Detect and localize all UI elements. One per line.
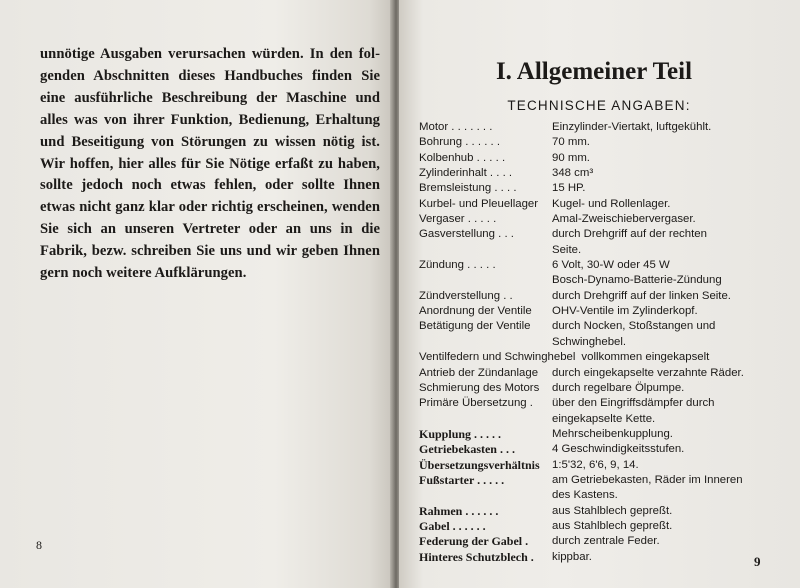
text-line: alles was von ihrer Funktion, Bedienung, Erhaltung [40, 111, 380, 128]
spec-row [419, 258, 799, 289]
spec-value: 1:5'32, 6'6, 9, 14. [552, 458, 639, 471]
spec-value: eingekapselte Kette. [552, 412, 656, 425]
spec-row [419, 442, 799, 457]
spec-label: Schmierung des Motors [419, 381, 540, 394]
section-title: I. Allgemeiner Teil [495, 58, 693, 85]
spec-row [419, 227, 799, 258]
spec-value: 4 Geschwindigkeitsstufen. [552, 443, 685, 456]
spec-row [419, 289, 799, 304]
spec-row [419, 381, 799, 396]
spec-label: Kurbel- und Pleuellager [419, 197, 539, 210]
right-page [399, 0, 800, 588]
spec-values [552, 289, 799, 304]
text-line: sollte jedoch noch etwas fehlen, oder sollte Ihnen [40, 177, 380, 194]
spec-value: Einzylinder-Viertakt, luftgekühlt. [552, 121, 712, 133]
spec-label: Anordnung der Ventile [419, 305, 532, 318]
spec-values [552, 550, 799, 565]
spec-row [419, 366, 799, 381]
spec-row [419, 534, 799, 549]
spec-values [552, 197, 799, 212]
spec-row [419, 181, 799, 196]
spec-row [419, 458, 799, 473]
spec-row [419, 519, 799, 534]
spec-row [419, 151, 799, 166]
spec-label: Federung der Gabel . [419, 534, 529, 549]
spec-label: Primäre Übersetzung . [419, 397, 533, 410]
spec-values [552, 258, 799, 289]
right-page-number: 9 [754, 554, 761, 569]
section-subtitle: TECHNISCHE ANGABEN: [507, 98, 691, 113]
spec-values [552, 519, 799, 534]
left-page [0, 0, 393, 588]
spec-value: vollkommen eingekapselt [581, 351, 710, 364]
left-body-text [40, 44, 380, 285]
spec-value: 15 HP. [552, 182, 586, 195]
spec-values [552, 181, 799, 196]
spec-values [552, 427, 799, 442]
spec-row [419, 396, 799, 427]
spec-label: Übersetzungsverhältnis [419, 457, 540, 472]
spec-values [552, 151, 799, 166]
spec-row [419, 166, 799, 181]
text-line: genden Abschnitten dieses Handbuches finden Sie [40, 67, 380, 84]
spec-row [419, 550, 799, 565]
spec-label: Hinteres Schutzblech . [419, 549, 534, 564]
spec-values [552, 381, 799, 396]
spec-value: 90 mm. [552, 151, 590, 164]
text-line: unnötige Ausgaben verursachen würden. In den fol- [40, 46, 380, 62]
spec-row [419, 350, 799, 365]
spec-label: Antrieb der Zündanlage [419, 366, 539, 379]
spec-label: Motor . . . . . . . [419, 121, 493, 133]
text-line: gern noch weitere Aufklärungen. [40, 265, 247, 282]
spec-value: über den Eingriffsdämpfer durch [552, 397, 715, 410]
text-line: und Beseitigung von Störungen zu wissen nötig ist. [40, 133, 380, 150]
spec-value: durch Drehgriff auf der linken Seite. [552, 289, 731, 302]
text-line: Wir hoffen, hier alles für Sie Nötige erfaßt zu haben, [40, 155, 380, 172]
spec-label: Kolbenhub . . . . . [419, 151, 506, 164]
spec-values [552, 166, 799, 181]
spec-label: Rahmen . . . . . . [419, 503, 499, 518]
spec-label: Betätigung der Ventile [419, 320, 531, 333]
spec-value: aus Stahlblech gepreßt. [552, 504, 673, 517]
spec-list [419, 120, 799, 565]
spec-values [552, 534, 799, 549]
spec-value: Mehrscheibenkupplung. [552, 427, 673, 440]
spec-values [552, 504, 799, 519]
spec-values [552, 396, 799, 427]
spec-values [552, 212, 799, 227]
spec-value: des Kastens. [552, 489, 618, 502]
spec-label: Zündverstellung . . [419, 289, 513, 302]
spec-values [552, 458, 799, 473]
spec-row [419, 212, 799, 227]
spec-value: 70 mm. [552, 136, 590, 149]
spec-value: Schwinghebel. [552, 335, 627, 348]
spec-values [552, 135, 799, 150]
spec-value: durch regelbare Ölpumpe. [552, 381, 685, 394]
text-line: etwas nicht ganz klar oder richtig erscheinen, wenden [40, 199, 380, 216]
spec-label: Zündung . . . . . [419, 259, 496, 272]
spec-values [581, 350, 799, 365]
text-line: Sie sich an unseren Vertreter oder an uns in die [40, 221, 380, 238]
spec-values [552, 473, 799, 504]
text-line: eine ausführliche Beschreibung der Maschine und [40, 89, 380, 106]
spec-value: Bosch-Dynamo-Batterie-Zündung [552, 274, 722, 287]
spec-value: aus Stahlblech gepreßt. [552, 519, 673, 532]
text-line: Fabrik, bezw. schreiben Sie uns und wir geben Ihnen [40, 243, 380, 260]
spec-row [419, 120, 799, 135]
spec-label: Bohrung . . . . . . [419, 136, 501, 149]
spec-label: Kupplung . . . . . [419, 426, 502, 441]
spec-values [552, 304, 799, 319]
spec-row [419, 319, 799, 350]
spec-label: Getriebekasten . . . [419, 442, 515, 457]
spec-row [419, 427, 799, 442]
spec-value: OHV-Ventile im Zylinderkopf. [552, 305, 698, 318]
spec-value: durch Drehgriff auf der rechten [552, 228, 707, 241]
spec-label: Gabel . . . . . . [419, 518, 486, 533]
spec-label: Ventilfedern und Schwinghebel [419, 351, 576, 364]
left-page-number: 8 [36, 538, 42, 552]
spec-values [552, 442, 799, 457]
spec-value: 348 cm³ [552, 167, 594, 180]
spec-value: Amal-Zweischiebervergaser. [552, 213, 696, 226]
spec-row [419, 135, 799, 150]
spec-row [419, 304, 799, 319]
spec-label: Bremsleistung . . . . [419, 182, 517, 195]
spec-values [552, 366, 799, 381]
spec-value: am Getriebekasten, Räder im Inneren [552, 473, 743, 486]
spec-values [552, 319, 799, 350]
spec-value: durch zentrale Feder. [552, 535, 660, 548]
spec-value: durch Nocken, Stoßstangen und [552, 320, 716, 333]
spec-value: 6 Volt, 30-W oder 45 W [552, 259, 670, 272]
spec-value: kippbar. [552, 550, 592, 563]
spec-value: Kugel- und Rollenlager. [552, 197, 671, 210]
spec-values [552, 120, 799, 135]
spec-label: Zylinderinhalt . . . . [419, 167, 513, 180]
spec-label: Vergaser . . . . . [419, 213, 497, 226]
spec-label: Fußstarter . . . . . [419, 472, 505, 487]
spec-row [419, 504, 799, 519]
spec-row [419, 197, 799, 212]
spec-label: Gasverstellung . . . [419, 228, 514, 241]
spec-value: durch eingekapselte verzahnte Räder. [552, 366, 744, 379]
spec-values [552, 227, 799, 258]
spec-row [419, 473, 799, 504]
spec-value: Seite. [552, 243, 582, 256]
